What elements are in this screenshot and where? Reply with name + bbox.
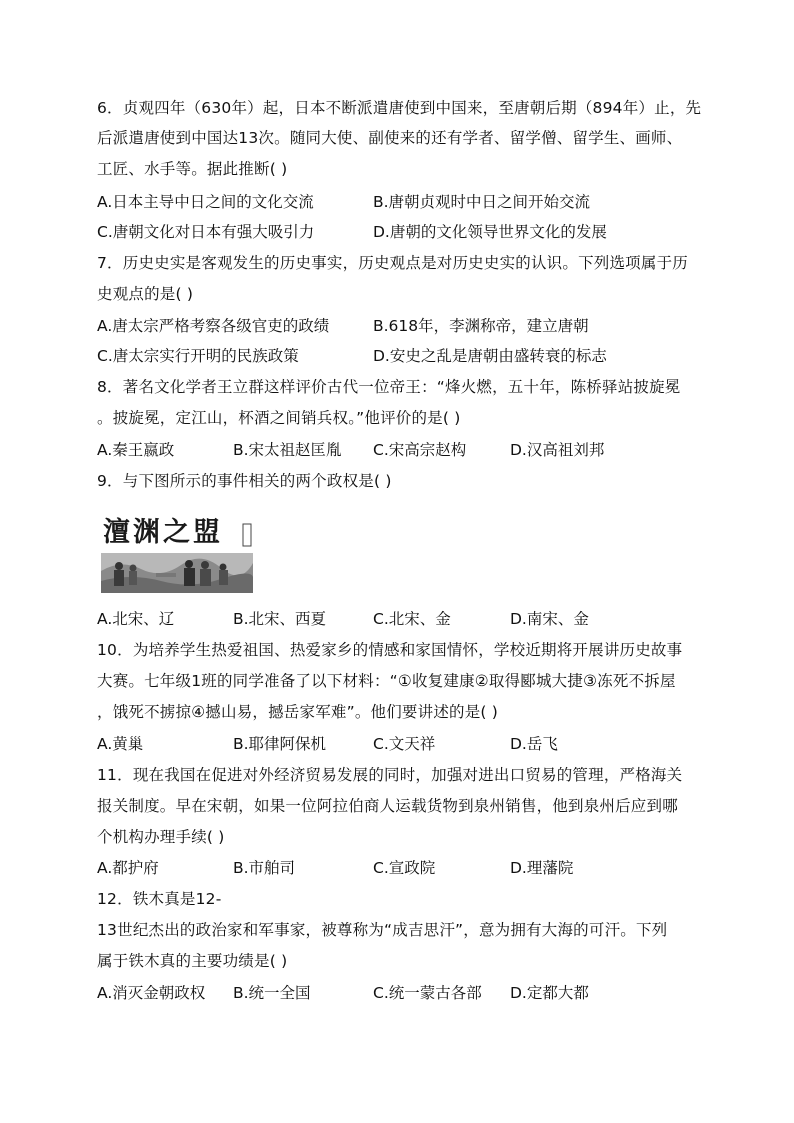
q6-option-b: B.唐朝贞观时中日之间开始交流: [373, 193, 591, 211]
q12-stem-line-2: 13世纪杰出的政治家和军事家，被尊称为“成吉思汗”，意为拥有大海的可汗。下列: [97, 921, 668, 939]
q6-option-d: D.唐朝的文化领导世界文化的发展: [373, 223, 607, 241]
q9-option-b: B.北宋、西夏: [233, 610, 327, 628]
q12-stem-line-1: 12．铁木真是12-: [97, 890, 222, 908]
q12-option-a: A.消灭金朝政权: [97, 984, 206, 1002]
q9-option-c: C.北宋、金: [373, 610, 451, 628]
q12-option-d: D.定都大都: [510, 984, 589, 1002]
q7-stem-line-1: 7．历史史实是客观发生的历史事实，历史观点是对历史史实的认识。下列选项属于历: [97, 254, 688, 272]
q10-stem-line-3: ，饿死不掳掠④撼山易，撼岳家军难”。他们要讲述的是( ): [97, 703, 499, 721]
treaty-illustration: [101, 511, 253, 593]
q10-stem-line-2: 大赛。七年级1班的同学准备了以下材料：“①收复建康②取得郾城大捷③冻死不拆屋: [97, 672, 676, 690]
q9-option-d: D.南宋、金: [510, 610, 589, 628]
q8-option-a: A.秦王嬴政: [97, 441, 175, 459]
q8-option-b: B.宋太祖赵匡胤: [233, 441, 342, 459]
chanyuan-treaty-figure: [101, 511, 253, 593]
q7-option-c: C.唐太宗实行开明的民族政策: [97, 347, 299, 365]
q6-option-a: A.日本主导中日之间的文化交流: [97, 193, 314, 211]
q9-option-a: A.北宋、辽: [97, 610, 175, 628]
q12-stem-line-3: 属于铁木真的主要功绩是( ): [97, 952, 288, 970]
q7-stem-line-2: 史观点的是( ): [97, 285, 194, 303]
q8-option-c: C.宋高宗赵构: [373, 441, 467, 459]
q6-stem-line-3: 工匠、水手等。据此推断( ): [97, 160, 288, 178]
q11-stem-line-1: 11．现在我国在促进对外经济贸易发展的同时，加强对进出口贸易的管理，严格海关: [97, 766, 683, 784]
q8-stem-line-2: 。披旋冕，定江山，杯酒之间销兵权。”他评价的是( ): [97, 409, 461, 427]
q10-stem-line-1: 10．为培养学生热爱祖国、热爱家乡的情感和家国情怀，学校近期将开展讲历史故事: [97, 641, 683, 659]
q11-stem-line-2: 报关制度。早在宋朝，如果一位阿拉伯商人运载货物到泉州销售，他到泉州后应到哪: [97, 797, 678, 815]
figure-caption: 澶渊之盟: [103, 517, 223, 548]
q8-stem-line-1: 8．著名文化学者王立群这样评价古代一位帝王：“烽火燃，五十年，陈桥驿站披旋冕: [97, 378, 681, 396]
q12-option-c: C.统一蒙古各部: [373, 984, 482, 1002]
q9-stem-line-1: 9．与下图所示的事件相关的两个政权是( ): [97, 472, 392, 490]
q8-option-d: D.汉高祖刘邦: [510, 441, 605, 459]
q7-option-d: D.安史之乱是唐朝由盛转衰的标志: [373, 347, 607, 365]
q7-option-b: B.618年，李渊称帝，建立唐朝: [373, 317, 589, 335]
q11-stem-line-3: 个机构办理手续( ): [97, 828, 225, 846]
q6-stem-line-1: 6．贞观四年（630年）起，日本不断派遣唐使到中国来，至唐朝后期（894年）止，先: [97, 99, 702, 117]
q11-option-a: A.都护府: [97, 859, 159, 877]
q6-option-c: C.唐朝文化对日本有强大吸引力: [97, 223, 315, 241]
q11-option-c: C.宣政院: [373, 859, 436, 877]
q10-option-c: C.文天祥: [373, 735, 436, 753]
q7-option-a: A.唐太宗严格考察各级官吏的政绩: [97, 317, 330, 335]
q6-stem-line-2: 后派遣唐使到中国达13次。随同大使、副使来的还有学者、留学僧、留学生、画师、: [97, 129, 683, 147]
q10-option-b: B.耶律阿保机: [233, 735, 327, 753]
q11-option-d: D.理藩院: [510, 859, 574, 877]
q12-option-b: B.统一全国: [233, 984, 311, 1002]
q10-option-a: A.黄巢: [97, 735, 144, 753]
q11-option-b: B.市舶司: [233, 859, 296, 877]
q10-option-d: D.岳飞: [510, 735, 558, 753]
